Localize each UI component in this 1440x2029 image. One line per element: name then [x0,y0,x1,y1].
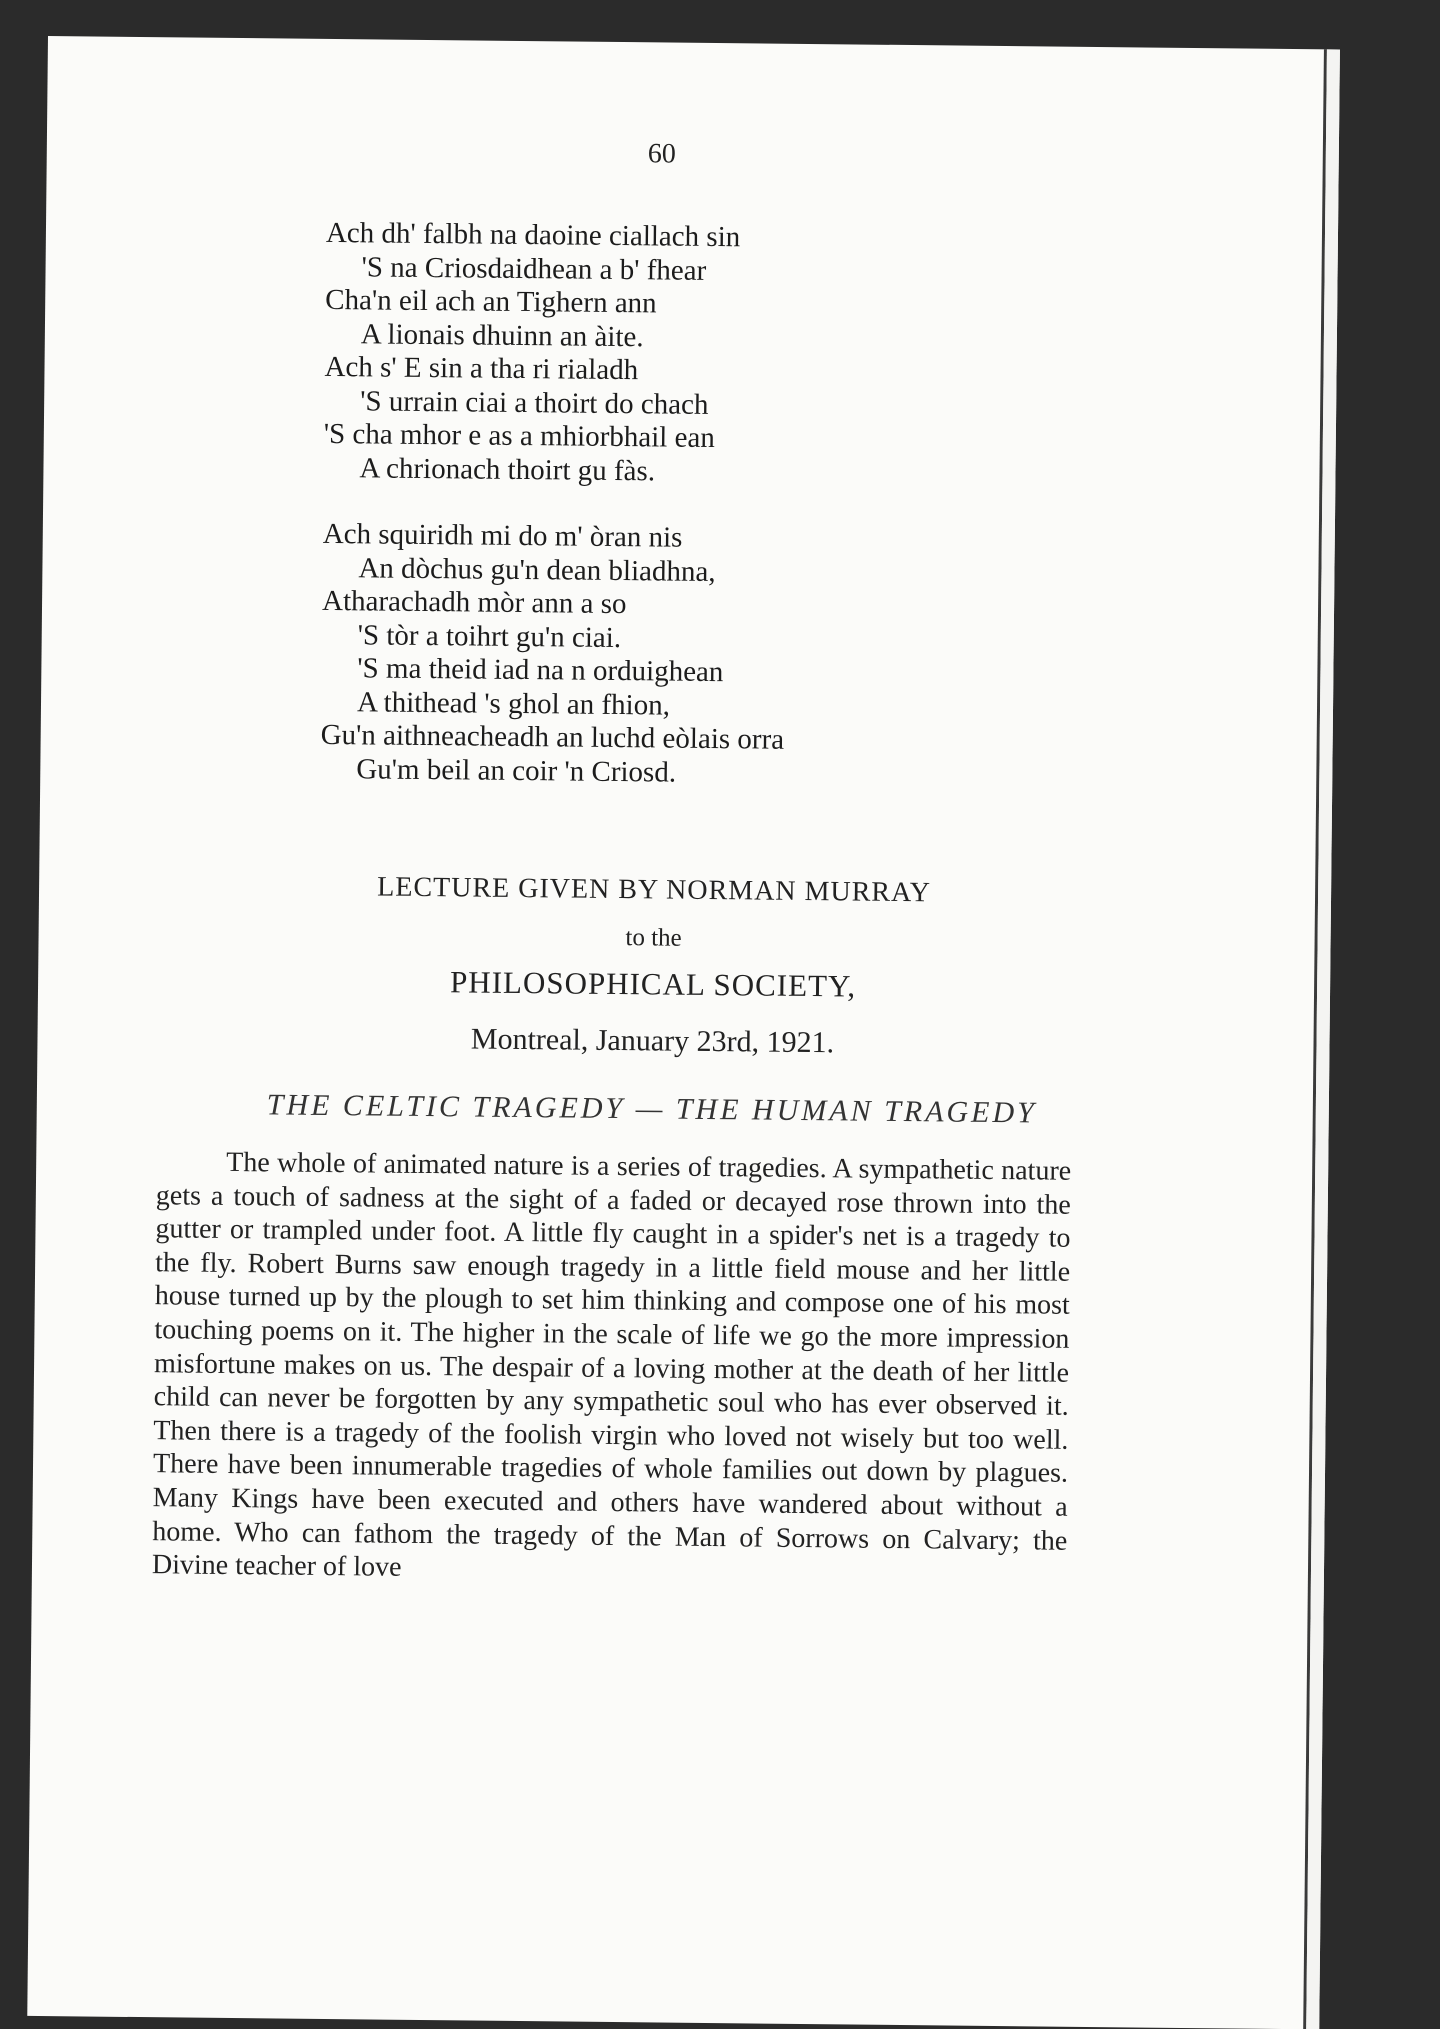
facing-page-edge [1306,49,1340,2029]
poem-line: 'S na Criosdaidhean a b' fhear [361,250,707,287]
poem-line: A thithead 's ghol an fhion, [356,685,671,722]
page-number: 60 [647,138,676,170]
essay-paragraph: The whole of animated nature is a series of tragedies. A sympathetic nature gets a touch of sadness at the sight of a faded or decayed rose thrown into the gutter or trampled under foot. A little fly caught in a spider's net is a tragedy to the fly. Robert Burns saw enough tragedy in a little field mouse and her little house turned up by the plough to set him thinking and compose one of his most touching poems on it. The higher in the scale of life we go the more impression misfortune makes on us. The despair of a loving mother at the death of her little child can never be forgotten by any sympathetic soul who has ever observed it. Then there is a tragedy of the foolish virgin who loved not wisely but too well. There have been innumerable tragedies of whole families out down by plagues. Many Kings have been executed and others have wandered about without a home. Who can fathom the tragedy of the Man of Sorrows on Calvary; the Divine teacher of love [151,1146,1072,1583]
poem-line: 'S cha mhor e as a mhiorbhail ean [323,417,715,455]
poem-stanza-2 [320,518,786,791]
poem-line: Ach squiridh mi do m' òran nis [322,517,683,554]
gaelic-poem [320,217,789,791]
poem-line: Ach dh' falbh na daoine ciallach sin [325,216,741,254]
poem-line: Ach s' E sin a tha ri rialadh [324,350,639,387]
stanza-gap [323,485,787,523]
poem-line: Gu'm beil an coir 'n Criosd. [356,752,677,789]
poem-line: 'S ma theid iad na n orduighean [357,652,724,689]
poem-line: An dòchus gu'n dean bliadhna, [358,551,716,588]
society-name: PHILOSOPHICAL SOCIETY, [449,964,857,1004]
poem-line: 'S urrain ciai a thoirt do chach [360,384,709,421]
poem-line: A chrionach thoirt gu fàs. [359,451,656,487]
lecture-date: Montreal, January 23rd, 1921. [470,1022,835,1060]
poem-stanza-1 [323,217,789,490]
poem-line: A lionais dhuinn an àite. [360,317,644,353]
book-page [27,36,1340,2029]
essay-title: THE CELTIC TRAGEDY — THE HUMAN TRAGEDY [266,1088,1038,1130]
lecture-heading: LECTURE GIVEN BY NORMAN MURRAY [377,871,932,909]
lecture-subheading: to the [625,924,682,952]
poem-line: 'S tòr a toihrt gu'n ciai. [357,618,622,654]
poem-line: Gu'n aithneacheadh an luchd eòlais orra [320,718,785,756]
poem-line: Atharachadh mòr ann a so [321,584,627,621]
poem-line: Cha'n eil ach an Tighern ann [325,283,657,320]
